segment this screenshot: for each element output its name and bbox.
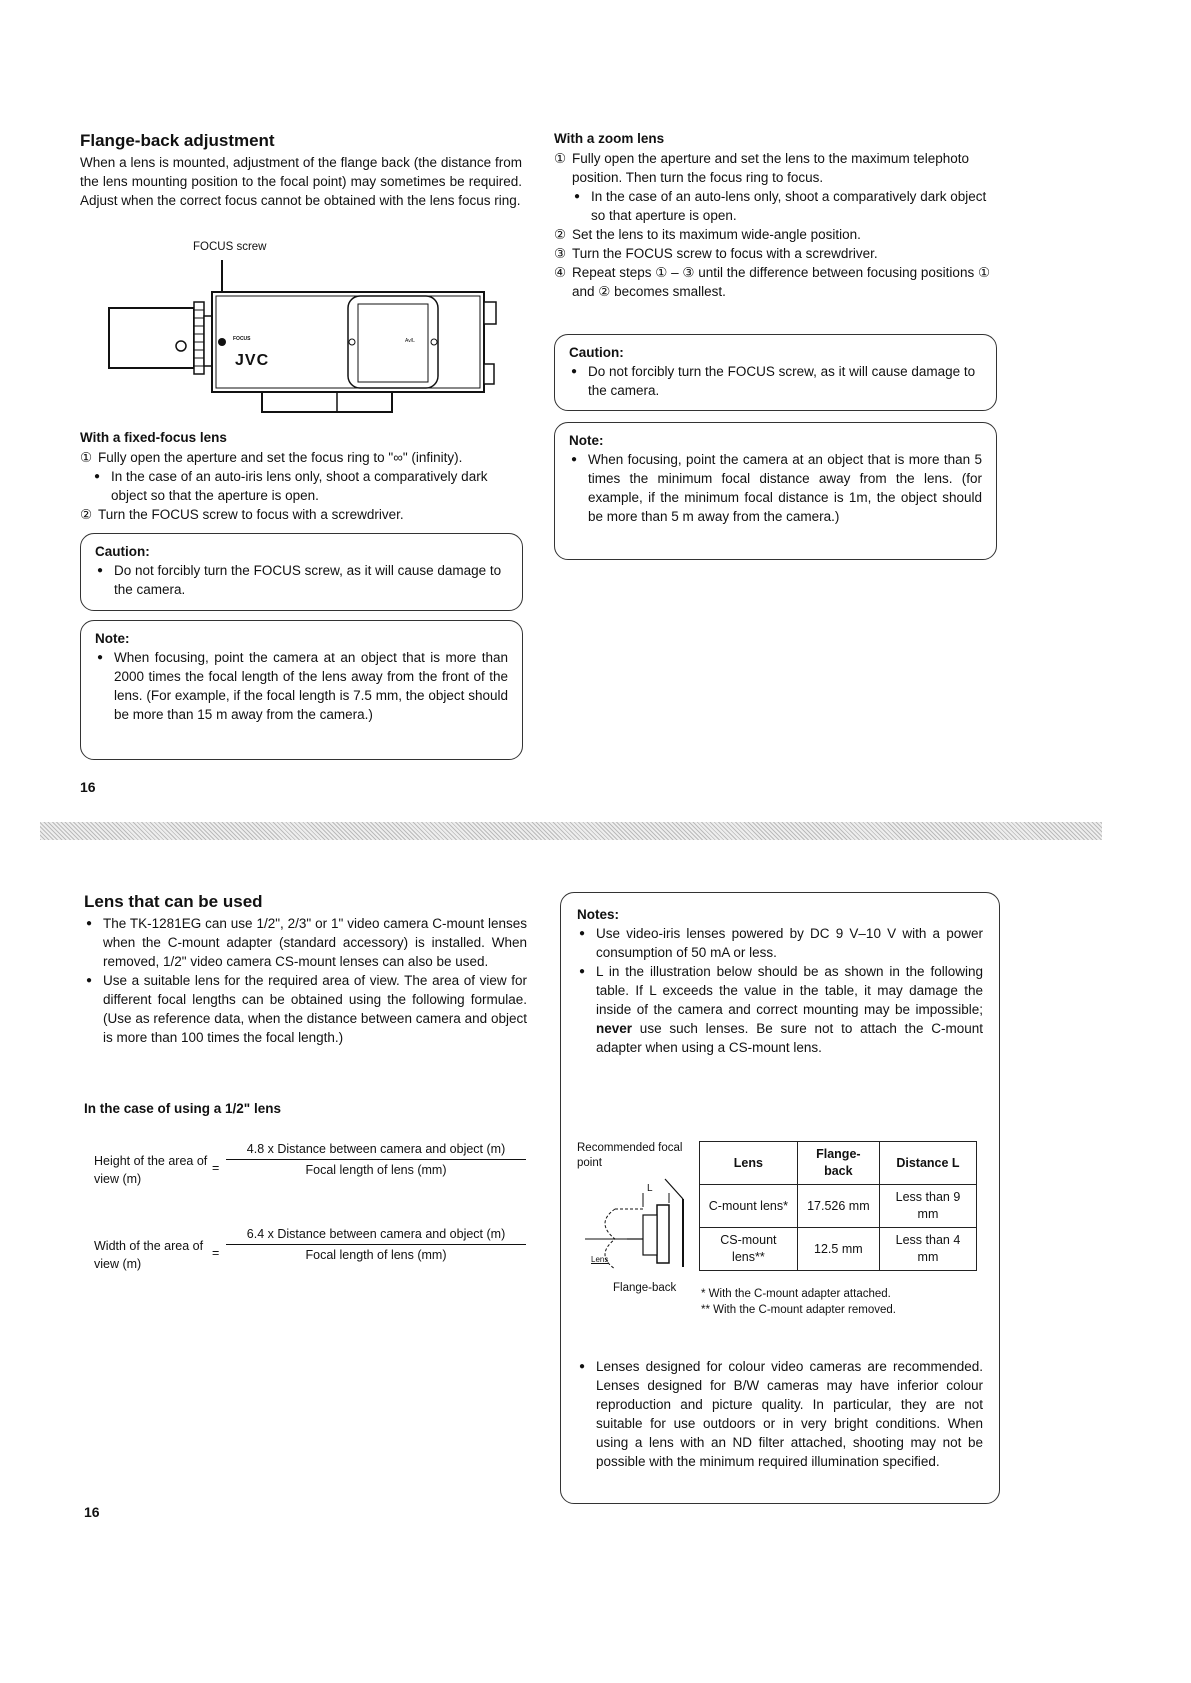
table-header: Distance L bbox=[879, 1142, 976, 1185]
formula-width bbox=[94, 1227, 534, 1277]
formula-width-fraction bbox=[226, 1227, 526, 1262]
formula-height-numerator: 4.8 x Distance between camera and object (m) bbox=[226, 1142, 526, 1160]
table-cell: 17.526 mm bbox=[797, 1185, 879, 1228]
camera-illustration bbox=[100, 240, 500, 420]
formula-width-denominator: Focal length of lens (mm) bbox=[305, 1248, 447, 1262]
equals-sign: = bbox=[212, 1246, 220, 1260]
flange-back-title: Flange-back adjustment bbox=[80, 131, 275, 150]
list-item: ● Do not forcibly turn the FOCUS screw, as it will cause damage to the camera. bbox=[569, 362, 982, 400]
fixed-focus-heading: With a fixed-focus lens bbox=[80, 430, 227, 445]
list-item: ● Use a suitable lens for the required area of view. The area of view for different focal lengths can be obtained using the following formulae. (Use as reference data, when the distance between camera and object is more than 100 times the focal length.) bbox=[84, 971, 527, 1047]
footnote: ** With the C-mount adapter removed. bbox=[701, 1304, 896, 1316]
fixed-focus-bullets bbox=[92, 467, 525, 505]
formula-height bbox=[94, 1142, 534, 1192]
zoom-lens-heading: With a zoom lens bbox=[554, 131, 665, 146]
notes-bullets bbox=[577, 924, 983, 1057]
zoom-steps bbox=[554, 149, 996, 187]
list-item: ③ Turn the FOCUS screw to focus with a screwdriver. bbox=[554, 246, 878, 261]
note-box-left bbox=[80, 620, 523, 760]
caution-box-left bbox=[80, 533, 523, 611]
page-number-top: 16 bbox=[80, 779, 96, 795]
table-row bbox=[700, 1228, 977, 1271]
flange-back-intro: When a lens is mounted, adjustment of the flange back (the distance from the lens mounting position to the focal point) may sometimes be required. Adjust when the correct focus cannot be obtained with the lens focus ring. bbox=[80, 155, 522, 208]
list-item: ② Turn the FOCUS screw to focus with a screwdriver. bbox=[80, 507, 404, 522]
caution-box-right bbox=[554, 334, 997, 411]
lens-usable-title: Lens that can be used bbox=[84, 892, 263, 911]
formula-height-fraction bbox=[226, 1142, 526, 1177]
formula-width-lhs: Width of the area of view (m) bbox=[94, 1239, 204, 1271]
recommended-focal-point-label: Recommended focal point bbox=[577, 1142, 683, 1169]
list-item: ● Use video-iris lenses powered by DC 9 V–10 V with a power consumption of 50 mA or less. bbox=[577, 924, 983, 962]
table-cell: Less than 4 mm bbox=[879, 1228, 976, 1271]
list-item: ① Fully open the aperture and set the lens to the maximum telephoto position. Then turn the focus ring to focus. bbox=[554, 151, 969, 185]
table-header: Flange-back bbox=[797, 1142, 879, 1185]
note-box-right bbox=[554, 422, 997, 560]
zoom-steps-2 bbox=[554, 225, 996, 301]
table-footnotes bbox=[701, 1286, 896, 1318]
caution-title: Caution: bbox=[569, 345, 624, 360]
list-item: ① Fully open the aperture and set the focus ring to "∞" (infinity). bbox=[80, 450, 463, 465]
zoom-bullets bbox=[572, 187, 996, 225]
lens-label: Lens bbox=[591, 1255, 609, 1264]
table-cell: Less than 9 mm bbox=[879, 1185, 976, 1228]
fixed-focus-steps-2 bbox=[80, 505, 525, 524]
table-header: Lens bbox=[700, 1142, 798, 1185]
formula-height-denominator: Focal length of lens (mm) bbox=[305, 1163, 447, 1177]
notes-bullets-2 bbox=[577, 1357, 983, 1471]
case-heading: In the case of using a 1/2" lens bbox=[84, 1101, 281, 1116]
table-cell: CS-mount lens** bbox=[700, 1228, 798, 1271]
list-item: ● The TK-1281EG can use 1/2", 2/3" or 1" video camera C-mount lenses when the C-mount adapter (standard accessory) is installed. When removed, 1/2" video camera CS-mount lenses can also be used. bbox=[84, 914, 527, 971]
list-item: ● In the case of an auto-lens only, shoot a comparatively dark object so that aperture is open. bbox=[572, 187, 996, 225]
camera-figure bbox=[100, 240, 500, 420]
formula-width-numerator: 6.4 x Distance between camera and object (m) bbox=[226, 1227, 526, 1245]
focus-small-text: FOCUS bbox=[233, 336, 251, 342]
flange-back-label: Flange-back bbox=[613, 1282, 677, 1294]
page-divider bbox=[40, 822, 1102, 840]
list-item: ● When focusing, point the camera at an object that is more than 2000 times the focal length of the lens away from the front of the lens. (For example, if the focal length is 7.5 mm, the object should be more than 15 m away from the camera.) bbox=[95, 648, 508, 724]
list-item: ● L in the illustration below should be as shown in the following table. If L exceeds the value in the table, it may damage the inside of the camera and correct mounting may be impossible; never use such lenses. Be sure not to attach the C-mount adapter when using a CS-mount lens. bbox=[577, 962, 983, 1057]
list-item: ④ Repeat steps ① – ③ until the difference between focusing positions ① and ② becomes smallest. bbox=[554, 265, 991, 299]
equals-sign: = bbox=[212, 1161, 220, 1175]
notes-box bbox=[560, 892, 1000, 1504]
note-title: Note: bbox=[569, 433, 604, 448]
list-item: ● In the case of an auto-iris lens only, shoot a comparatively dark object so that the aperture is open. bbox=[92, 467, 525, 505]
list-item: ● When focusing, point the camera at an object that is more than 5 times the minimum focal distance away from the lens. (for example, if the minimum focal distance is 1m, the object should be more than 5 m away from the camera.) bbox=[569, 450, 982, 526]
lens-bullets bbox=[84, 914, 527, 1047]
av-small-text: Av/L bbox=[405, 338, 415, 344]
flange-back-table bbox=[699, 1141, 977, 1271]
list-item: ② Set the lens to its maximum wide-angle position. bbox=[554, 227, 861, 242]
table-cell: C-mount lens* bbox=[700, 1185, 798, 1228]
jvc-logo: JVC bbox=[235, 352, 270, 369]
list-item: ● Lenses designed for colour video cameras are recommended. Lenses designed for B/W cameras may have inferior colour reproduction and picture quality. In particular, they are not suitable for use outdoors or in very bright conditions. When using a lens with an ND filter attached, shooting may not be possible with the minimum required illumination specified. bbox=[577, 1357, 983, 1471]
table-cell: 12.5 mm bbox=[797, 1228, 879, 1271]
list-item: ● Do not forcibly turn the FOCUS screw, as it will cause damage to the camera. bbox=[95, 561, 508, 599]
caution-title: Caution: bbox=[95, 544, 150, 559]
note-title: Note: bbox=[95, 631, 130, 646]
page-number-bottom: 16 bbox=[84, 1504, 100, 1520]
footnote: * With the C-mount adapter attached. bbox=[701, 1288, 891, 1300]
notes-title: Notes: bbox=[577, 907, 620, 922]
l-label: L bbox=[647, 1183, 653, 1194]
fixed-focus-steps bbox=[80, 448, 525, 467]
table-row bbox=[700, 1185, 977, 1228]
focus-screw-label: FOCUS screw bbox=[193, 241, 267, 253]
formula-height-lhs: Height of the area of view (m) bbox=[94, 1154, 208, 1186]
